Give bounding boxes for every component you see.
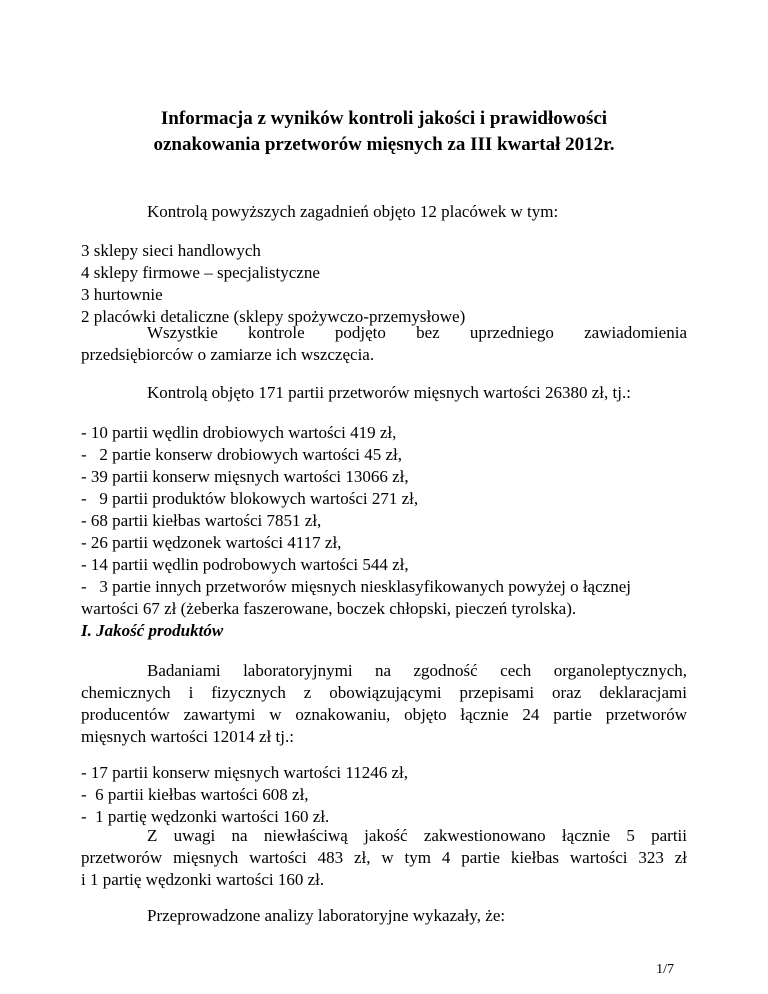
list-item: wartości 67 zł (żeberka faszerowane, boczek chłopski, pieczeń tyrolska). <box>81 599 577 618</box>
list-item: - 9 partii produktów blokowych wartości 271 zł, <box>81 489 419 508</box>
intro-paragraph: Kontrolą powyższych zagadnień objęto 12 placówek w tym: <box>147 202 559 221</box>
scope-list <box>81 422 687 620</box>
analysis-intro: Przeprowadzone analizy laboratoryjne wykazały, że: <box>147 906 506 925</box>
outlet-list <box>81 240 687 328</box>
list-item: - 6 partii kiełbas wartości 608 zł, <box>81 785 309 804</box>
list-item: - 10 partii wędlin drobiowych wartości 419 zł, <box>81 423 397 442</box>
list-item: 3 sklepy sieci handlowych <box>81 241 261 260</box>
list-item: 4 sklepy firmowe – specjalistyczne <box>81 263 320 282</box>
lab-list <box>81 762 687 828</box>
list-item: 2 placówki detaliczne (sklepy spożywczo-przemysłowe) <box>81 307 466 326</box>
page-title <box>0 106 768 158</box>
list-item: - 39 partii konserw mięsnych wartości 13066 zł, <box>81 467 409 486</box>
lab-paragraph: Badaniami laboratoryjnymi na zgodność cech organoleptycznych, chemicznych i fizycznych z obowiązującymi przepisami oraz deklaracjami producentów zawartymi w oznakowaniu, objęto łącznie 24 partie przetworów mięsnych wartości 12014 zł tj.: <box>81 661 687 746</box>
title-line-1: Informacja z wyników kontroli jakości i prawidłowości <box>160 108 608 129</box>
list-item: - 26 partii wędzonek wartości 4117 zł, <box>81 533 342 552</box>
page-number: 1/7 <box>656 962 674 977</box>
questioned-paragraph: Z uwagi na niewłaściwą jakość zakwestionowano łącznie 5 partii przetworów mięsnych wartości 483 zł, w tym 4 partie kiełbas wartości 323 zł i 1 partię wędzonki wartości 160 zł. <box>81 826 687 889</box>
list-item: - 2 partie konserw drobiowych wartości 45 zł, <box>81 445 403 464</box>
list-item: - 68 partii kiełbas wartości 7851 zł, <box>81 511 322 530</box>
list-item: - 3 partie innych przetworów mięsnych niesklasyfikowanych powyżej o łącznej <box>81 577 631 596</box>
title-line-2: oznakowania przetworów mięsnych za III kwartał 2012r. <box>153 134 615 155</box>
notice-paragraph: Wszystkie kontrole podjęto bez uprzedniego zawiadomienia przedsiębiorców o zamiarze ich wszczęcia. <box>81 323 687 364</box>
list-item: 3 hurtownie <box>81 285 163 304</box>
scope-intro: Kontrolą objęto 171 partii przetworów mięsnych wartości 26380 zł, tj.: <box>147 383 631 402</box>
section-heading: I. Jakość produktów <box>81 621 224 640</box>
list-item: - 1 partię wędzonki wartości 160 zł. <box>81 807 330 826</box>
list-item: - 17 partii konserw mięsnych wartości 11246 zł, <box>81 763 409 782</box>
list-item: - 14 partii wędlin podrobowych wartości 544 zł, <box>81 555 409 574</box>
